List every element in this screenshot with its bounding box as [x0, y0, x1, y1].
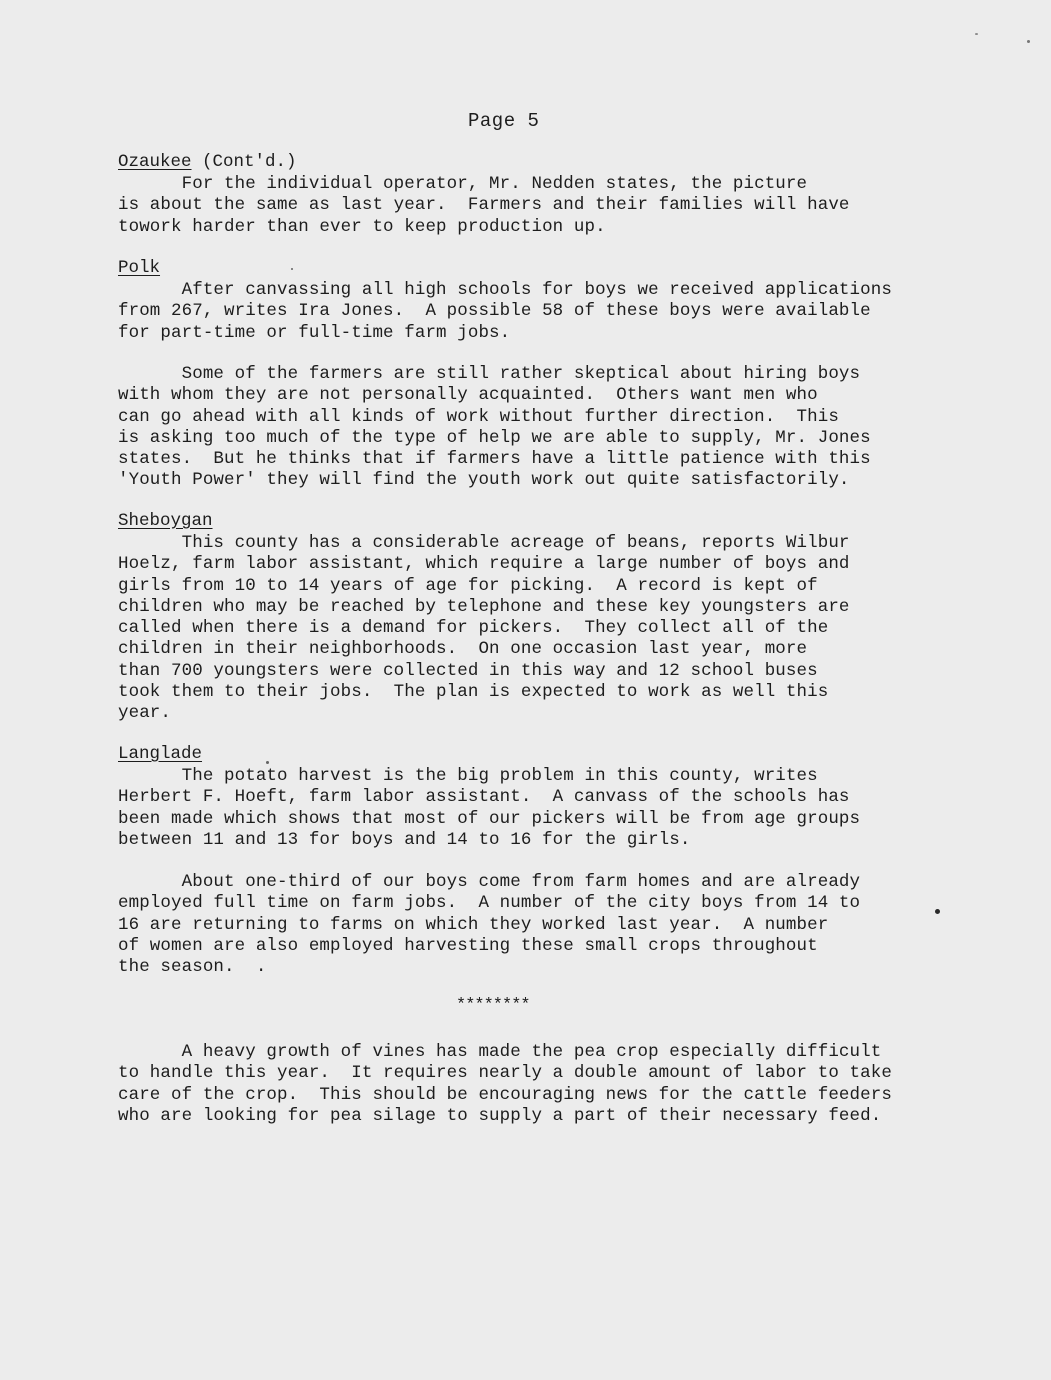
- paragraph-polk-2: Some of the farmers are still rather skeptical about hiring boys with whom they are not personally acquainted. Others want men who can go ahead with all kinds of work without further direction. This is asking too much of the type of help we are able to supply, Mr. Jones states. But he thinks that if farmers have a little patience with this 'Youth Power' they will find the youth work out quite satisfactorily.: [118, 364, 871, 491]
- paragraph-sheboygan-1: This county has a considerable acreage of beans, reports Wilbur Hoelz, farm labor assistant, which require a large number of boys and girls from 10 to 14 years of age for picking. A record is kept of children who may be reached by telephone and these key youngsters are called when there is a demand for pickers. They collect all of the children in their neighborhoods. On one occasion last year, more than 700 youngsters were collected in this way and 12 school buses took them to their jobs. The plan is expected to work as well this year.: [118, 533, 850, 724]
- scan-speck: [1027, 40, 1030, 43]
- heading-polk-name: Polk: [118, 258, 161, 278]
- paragraph-ozaukee-1: For the individual operator, Mr. Nedden states, the picture is about the same as last year. Farmers and their families will have towork harder than ever to keep production up.: [118, 174, 850, 237]
- section-heading-sheboygan: [118, 511, 213, 532]
- asterisk-divider: ********: [456, 996, 530, 1015]
- page-number: Page 5: [468, 110, 540, 132]
- scan-speck: [975, 33, 978, 35]
- paragraph-closing: A heavy growth of vines has made the pea crop especially difficult to handle this year. It requires nearly a double amount of labor to take care of the crop. This should be encouraging news for the cattle feeders who are looking for pea silage to supply a part of their necessary feed.: [118, 1042, 892, 1126]
- section-heading-ozaukee: [118, 152, 297, 173]
- scan-speck: [266, 761, 269, 764]
- heading-langlade-name: Langlade: [118, 744, 203, 764]
- heading-ozaukee-suffix: (Cont'd.): [191, 152, 297, 172]
- heading-sheboygan-name: Sheboygan: [118, 511, 213, 531]
- paragraph-polk-1: After canvassing all high schools for boys we received applications from 267, writes Ira Jones. A possible 58 of these boys were available for part-time or full-time farm jobs.: [118, 280, 892, 343]
- section-heading-langlade: [118, 744, 202, 765]
- paragraph-langlade-1: The potato harvest is the big problem in this county, writes Herbert F. Hoeft, farm labor assistant. A canvass of the schools has been made which shows that most of our pickers will be from age groups between 11 and 13 for boys and 14 to 16 for the girls.: [118, 766, 861, 850]
- scan-speck: [935, 909, 940, 914]
- scan-speck: [291, 268, 293, 270]
- section-heading-polk: [118, 258, 160, 279]
- paragraph-langlade-2: About one-third of our boys come from farm homes and are already employed full time on farm jobs. A number of the city boys from 14 to 16 are returning to farms on which they worked last year. A number of women are also employed harvesting these small crops throughout the season. .: [118, 872, 861, 978]
- heading-ozaukee-name: Ozaukee: [118, 152, 192, 172]
